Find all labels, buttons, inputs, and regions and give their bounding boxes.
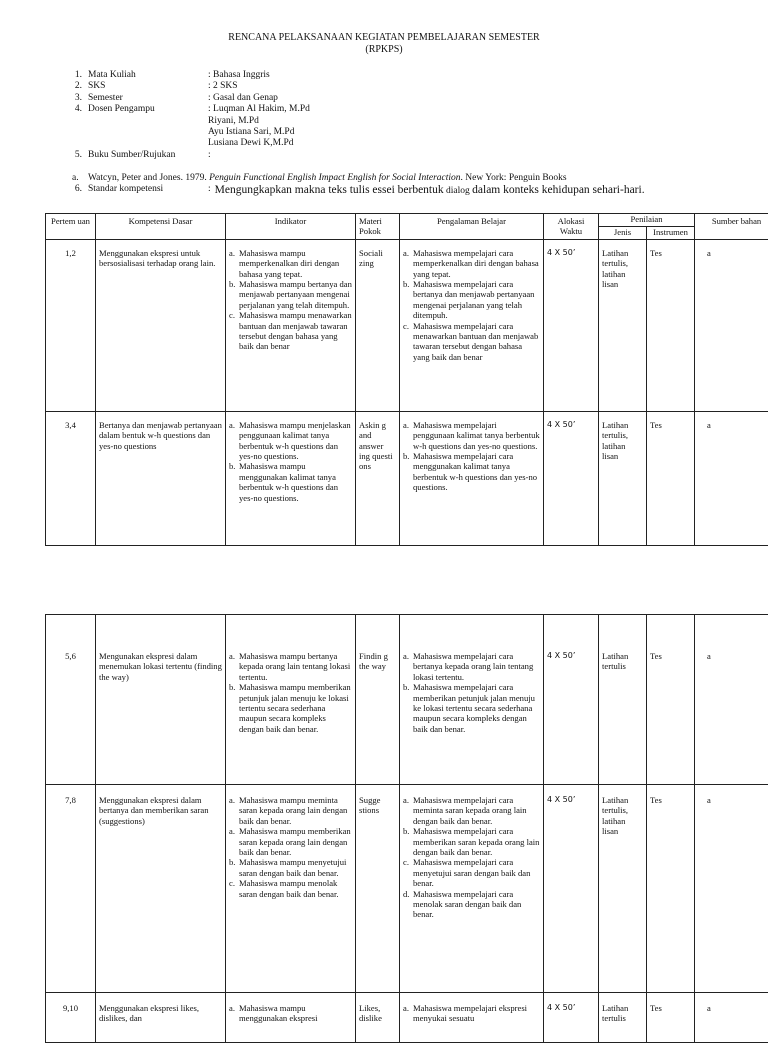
document-subtitle: (RPKPS) <box>0 44 768 56</box>
info-value: : 2 SKS <box>208 81 238 92</box>
standard-competency <box>60 184 645 196</box>
cell-kompetensi: Menggunakan ekspresi dalam bertanya dan memberikan saran (suggestions) <box>96 785 226 993</box>
list-marker: c. <box>403 321 413 363</box>
header-pengalaman: Pengalaman Belajar <box>400 214 544 240</box>
cell-instrumen: Tes <box>647 615 695 785</box>
pengalaman-item <box>403 651 540 682</box>
pengalaman-item <box>403 795 540 826</box>
list-marker: d. <box>403 889 413 920</box>
cell-materi: Likes, dislike <box>356 993 400 1043</box>
header-penilaian: Penilaian <box>599 214 695 227</box>
cell-alokasi: 4 X 50’ <box>544 615 599 785</box>
indikator-item <box>229 420 352 462</box>
reference-authors: Watcyn, Peter and Jones. 1979. <box>88 173 207 183</box>
cell-pertemuan: 1,2 <box>46 239 96 411</box>
cell-materi: Sociali zing <box>356 239 400 411</box>
list-text: Mahasiswa mempelajari cara menolak saran dengan baik dan benar. <box>413 889 540 920</box>
cell-sumber: a <box>695 615 768 785</box>
indikator-item <box>229 310 352 352</box>
list-marker: a. <box>229 420 239 462</box>
list-text: Mahasiswa mampu memberikan petunjuk jalan menuju ke lokasi tertentu secara sederhana maupun secara kompleks dengan baik dan benar. <box>239 682 352 734</box>
cell-alokasi: 4 X 50’ <box>544 411 599 545</box>
cell-jenis: Latihan tertulis <box>599 993 647 1043</box>
list-text: Mahasiswa mempelajari ekspresi menyukai sesuatu <box>413 1003 540 1024</box>
cell-alokasi: 4 X 50’ <box>544 785 599 993</box>
info-value: : <box>208 150 211 161</box>
info-row <box>60 104 310 150</box>
list-text: Mahasiswa mempelajari cara meminta saran kepada orang lain dengan baik dan benar. <box>413 795 540 826</box>
cell-indikator <box>226 785 356 993</box>
cell-pertemuan: 3,4 <box>46 411 96 545</box>
info-number: 4. <box>60 104 88 150</box>
info-value: : Gasal dan Genap <box>208 93 278 104</box>
info-number: 5. <box>60 150 88 161</box>
list-marker: b. <box>229 461 239 503</box>
info-number: 1. <box>60 70 88 81</box>
indikator-item <box>229 878 352 899</box>
reference-publisher: . New York: Penguin Books <box>461 173 567 183</box>
list-marker: b. <box>403 451 413 493</box>
header-indikator: Indikator <box>226 214 356 240</box>
list-text: Mahasiswa mempelajari penggunaan kalimat tanya berbentuk w-h questions dan yes-no questions. <box>413 420 540 451</box>
rpkps-table-page1 <box>45 213 768 546</box>
reference-book-title: Penguin Functional English Impact English for Social Interaction <box>209 173 460 183</box>
list-text: Mahasiswa mempelajari cara memberikan petunjuk jalan menuju ke lokasi tertentu secara sederhana maupun secara kompleks dengan baik dan benar. <box>413 682 540 734</box>
info-value: : Bahasa Inggris <box>208 70 270 81</box>
cell-jenis: Latihan tertulis, latihan lisan <box>599 239 647 411</box>
document-title: RENCANA PELAKSANAAN KEGIATAN PEMBELAJARAN SEMESTER <box>0 32 768 44</box>
list-text: Mahasiswa mempelajari cara bertanya kepada orang lain tentang lokasi tertentu. <box>413 651 540 682</box>
info-label: Dosen Pengampu <box>88 104 208 150</box>
list-marker: a. <box>229 248 239 279</box>
table-row <box>46 239 768 411</box>
cell-jenis: Latihan tertulis, latihan lisan <box>599 411 647 545</box>
list-text: Mahasiswa mempelajari cara menawarkan bantuan dan menjawab tawaran tersebut dengan bahasa yang baik dan benar <box>413 321 540 363</box>
list-text: Mahasiswa mempelajari cara menggunakan kalimat tanya berbentuk w-h questions dan yes-no questions. <box>413 451 540 493</box>
indikator-item <box>229 857 352 878</box>
reference-entry <box>72 173 567 183</box>
table-row <box>46 615 768 785</box>
cell-sumber: a <box>695 785 768 993</box>
cell-materi: Findin g the way <box>356 615 400 785</box>
cell-indikator <box>226 411 356 545</box>
info-row <box>60 81 310 92</box>
reference-marker: a. <box>72 173 79 183</box>
list-text: Mahasiswa mampu menawarkan bantuan dan menjawab tawaran tersebut dengan bahasa yang baik dan benar <box>239 310 352 352</box>
list-marker: b. <box>403 826 413 857</box>
list-text: Mahasiswa mempelajari cara memperkenalkan diri dengan bahasa yang tepat. <box>413 248 540 279</box>
list-marker: b. <box>403 682 413 734</box>
list-text: Mahasiswa mampu menyetujui saran dengan baik dan benar. <box>239 857 352 878</box>
cell-sumber: a <box>695 993 768 1043</box>
list-text: Mahasiswa mampu memberikan saran kepada orang lain dengan baik dan benar. <box>239 826 352 857</box>
indikator-item <box>229 1003 352 1024</box>
list-text: Mahasiswa mampu menggunakan ekspresi <box>239 1003 352 1024</box>
pengalaman-item <box>403 826 540 857</box>
standard-text-dialog: dialog <box>446 186 470 196</box>
list-marker: a. <box>229 1003 239 1024</box>
cell-materi: Sugge stions <box>356 785 400 993</box>
list-marker: b. <box>229 682 239 734</box>
info-row <box>60 150 310 161</box>
list-marker: c. <box>403 857 413 888</box>
header-pertemuan: Pertem uan <box>46 214 96 240</box>
cell-indikator <box>226 239 356 411</box>
indikator-item <box>229 795 352 826</box>
pengalaman-item <box>403 1003 540 1024</box>
cell-jenis: Latihan tertulis <box>599 615 647 785</box>
table-row <box>46 993 768 1043</box>
pengalaman-item <box>403 857 540 888</box>
cell-pengalaman <box>400 411 544 545</box>
rpkps-table-page2 <box>45 614 768 1043</box>
pengalaman-item <box>403 889 540 920</box>
table-row <box>46 411 768 545</box>
indikator-item <box>229 461 352 503</box>
list-marker: a. <box>229 651 239 682</box>
cell-indikator <box>226 993 356 1043</box>
cell-sumber: a <box>695 411 768 545</box>
cell-pengalaman <box>400 785 544 993</box>
pengalaman-item <box>403 248 540 279</box>
info-number: 2. <box>60 81 88 92</box>
list-text: Mahasiswa mempelajari cara menyetujui saran dengan baik dan benar. <box>413 857 540 888</box>
list-marker: c. <box>229 310 239 352</box>
indikator-item <box>229 651 352 682</box>
info-value: : Luqman Al Hakim, M.Pd Riyani, M.Pd Ayu Istiana Sari, M.Pd Lusiana Dewi K,M.Pd <box>208 104 310 150</box>
cell-sumber: a <box>695 239 768 411</box>
course-info <box>60 70 310 161</box>
list-marker: a. <box>403 1003 413 1024</box>
cell-pertemuan: 7,8 <box>46 785 96 993</box>
pengalaman-item <box>403 420 540 451</box>
cell-jenis: Latihan tertulis, latihan lisan <box>599 785 647 993</box>
standard-text-end: dalam konteks kehidupan sehari-hari. <box>472 184 644 196</box>
info-number: 3. <box>60 93 88 104</box>
list-text: Mahasiswa mampu menolak saran dengan baik dan benar. <box>239 878 352 899</box>
cell-instrumen: Tes <box>647 785 695 993</box>
list-marker: c. <box>229 878 239 899</box>
list-text: Mahasiswa mampu meminta saran kepada orang lain dengan baik dan benar. <box>239 795 352 826</box>
pengalaman-item <box>403 279 540 321</box>
cell-kompetensi: Mengunakan ekspresi dalam menemukan lokasi tertentu (finding the way) <box>96 615 226 785</box>
list-text: Mahasiswa mampu bertanya dan menjawab pertanyaan mengenai perjalanan yang telah ditempuh. <box>239 279 352 310</box>
pengalaman-item <box>403 682 540 734</box>
header-alokasi: Alokasi Waktu <box>544 214 599 240</box>
pengalaman-item <box>403 451 540 493</box>
indikator-item <box>229 279 352 310</box>
table-row <box>46 785 768 993</box>
cell-instrumen: Tes <box>647 411 695 545</box>
cell-alokasi: 4 X 50’ <box>544 993 599 1043</box>
cell-pengalaman <box>400 239 544 411</box>
standard-number: 6. <box>60 184 88 196</box>
header-instrumen: Instrumen <box>647 226 695 239</box>
list-marker: b. <box>403 279 413 321</box>
standard-colon: : <box>208 184 215 196</box>
indikator-item <box>229 248 352 279</box>
list-marker: a. <box>229 795 239 826</box>
cell-alokasi: 4 X 50’ <box>544 239 599 411</box>
list-marker: b. <box>229 279 239 310</box>
info-label: Semester <box>88 93 208 104</box>
list-marker: a. <box>229 826 239 857</box>
header-jenis: Jenis <box>599 226 647 239</box>
header-sumber: Sumber bahan <box>695 214 768 240</box>
list-marker: a. <box>403 248 413 279</box>
cell-materi: Askin g and answer ing questi ons <box>356 411 400 545</box>
list-text: Mahasiswa mampu menjelaskan penggunaan kalimat tanya berbentuk w-h questions dan yes-no questions. <box>239 420 352 462</box>
cell-pengalaman <box>400 993 544 1043</box>
cell-indikator <box>226 615 356 785</box>
cell-instrumen: Tes <box>647 239 695 411</box>
list-text: Mahasiswa mampu menggunakan kalimat tanya berbentuk w-h questions dan yes-no questions. <box>239 461 352 503</box>
info-row <box>60 70 310 81</box>
standard-text: Mengungkapkan makna teks tulis essei berbentuk <box>215 184 444 196</box>
list-marker: a. <box>403 651 413 682</box>
list-marker: a. <box>403 420 413 451</box>
info-row <box>60 93 310 104</box>
header-kompetensi: Kompetensi Dasar <box>96 214 226 240</box>
cell-kompetensi: Menggunakan ekspresi likes, dislikes, dan <box>96 993 226 1043</box>
cell-pengalaman <box>400 615 544 785</box>
list-text: Mahasiswa mampu memperkenalkan diri dengan bahasa yang tepat. <box>239 248 352 279</box>
indikator-item <box>229 682 352 734</box>
list-marker: a. <box>403 795 413 826</box>
header-materi: Materi Pokok <box>356 214 400 240</box>
list-marker: b. <box>229 857 239 878</box>
info-label: Buku Sumber/Rujukan <box>88 150 208 161</box>
cell-instrumen: Tes <box>647 993 695 1043</box>
list-text: Mahasiswa mempelajari cara memberikan saran kepada orang lain dengan baik dan benar. <box>413 826 540 857</box>
cell-pertemuan: 9,10 <box>46 993 96 1043</box>
pengalaman-item <box>403 321 540 363</box>
cell-pertemuan: 5,6 <box>46 615 96 785</box>
list-text: Mahasiswa mempelajari cara bertanya dan menjawab pertanyaan mengenai perjalanan yang telah ditempuh. <box>413 279 540 321</box>
info-label: SKS <box>88 81 208 92</box>
list-text: Mahasiswa mampu bertanya kepada orang lain tentang lokasi tertentu. <box>239 651 352 682</box>
indikator-item <box>229 826 352 857</box>
info-label: Mata Kuliah <box>88 70 208 81</box>
standard-label: Standar kompetensi <box>88 184 208 196</box>
cell-kompetensi: Menggunakan ekspresi untuk bersosialisasi terhadap orang lain. <box>96 239 226 411</box>
cell-kompetensi: Bertanya dan menjawab pertanyaan dalam bentuk w-h questions dan yes-no questions <box>96 411 226 545</box>
